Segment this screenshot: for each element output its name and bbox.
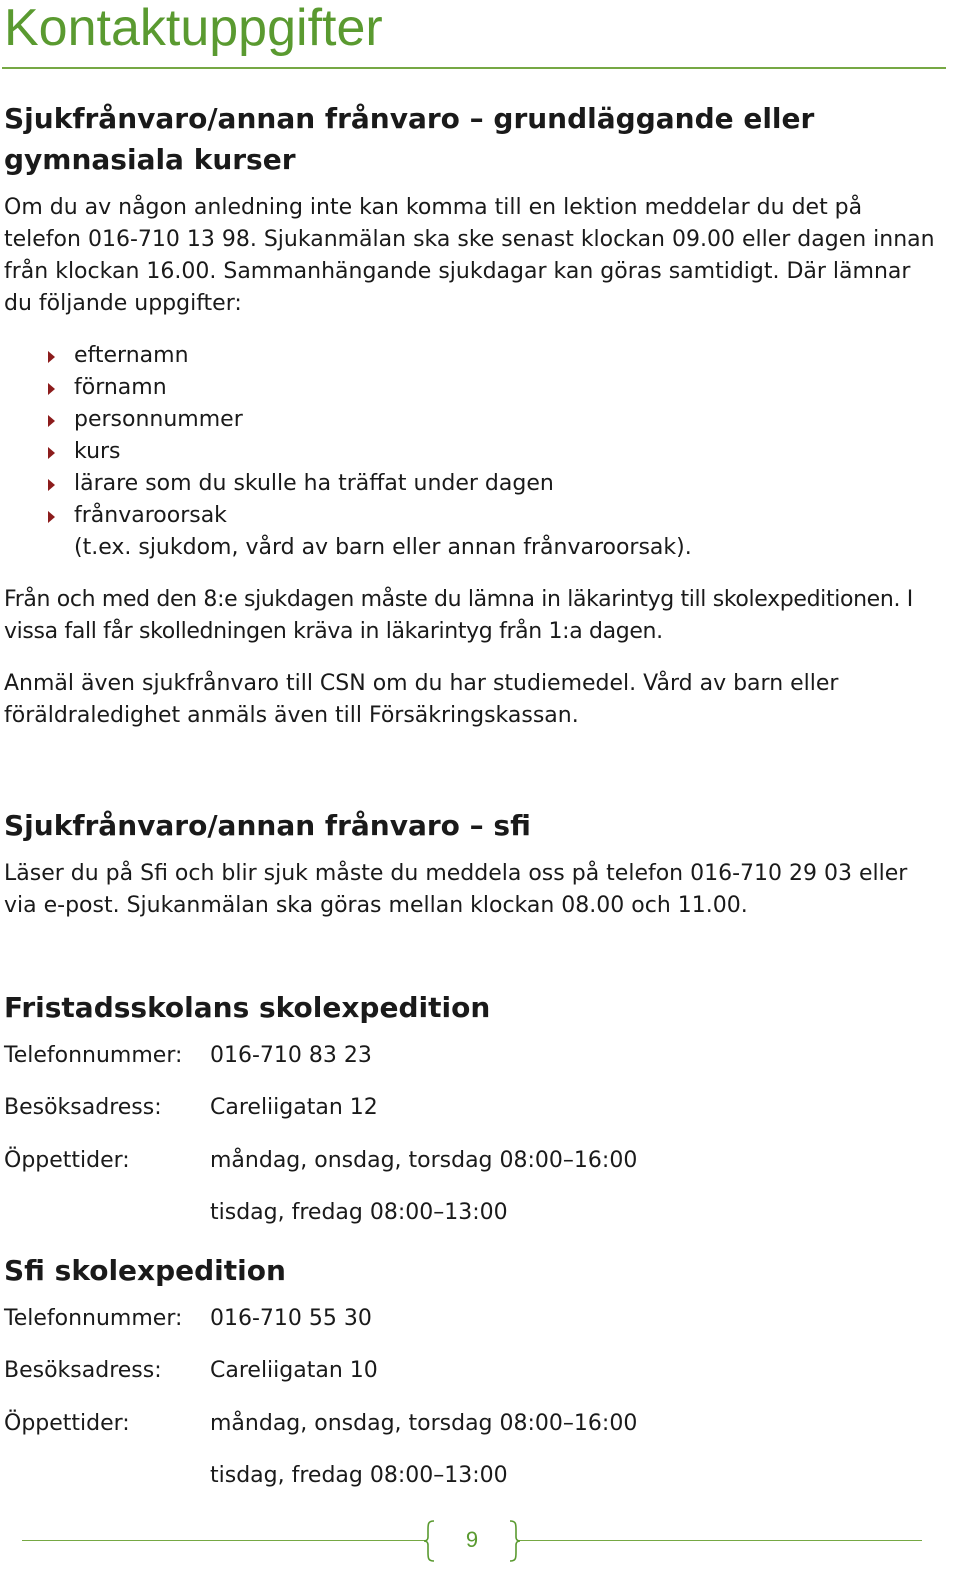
footer-divider-left [22,1540,426,1541]
section-intro [4,192,944,320]
list-item: personnummer [48,404,692,436]
address-value: Careliigatan 12 [210,1095,378,1120]
info-list [48,340,692,564]
csn-paragraph: Anmäl även sjukfrånvaro till CSN om du har studiemedel. Vård av barn eller föräldraledighet anmäls även till Försäkringskassan. [4,671,839,728]
title-divider [2,67,946,69]
triangle-bullet-icon [48,383,55,395]
section-heading: Fristadsskolans skolexpedition [4,991,491,1024]
section-para2 [4,584,944,648]
section-sfi-office [4,1250,944,1291]
list-item: kurs [48,436,692,468]
intro-paragraph: Om du av någon anledning inte kan komma till en lektion meddelar du det på telefon 016-710 13 98. Sjukanmälan ska ske senast klockan 09.00 eller dagen innan från klockan 16.00. Sammanhängande sjukdagar kan göras samtidigt. Där lämnar du följande uppgifter: [4,195,935,316]
sfi-paragraph: Läser du på Sfi och blir sjuk måste du meddela oss på telefon 016-710 29 03 eller via e-post. Sjukanmälan ska göras mellan klockan 08.00 och 11.00. [4,861,908,918]
phone-label: Telefonnummer: [4,1306,183,1331]
phone-value: 016-710 55 30 [210,1306,372,1331]
address-value: Careliigatan 10 [210,1358,378,1383]
section-heading: Sjukfrånvaro/annan frånvaro – sfi [4,809,531,842]
list-item: lärare som du skulle ha träffat under dagen [48,468,692,500]
hours-label: Öppettider: [4,1411,130,1436]
page-title: Kontaktuppgifter [4,0,383,57]
section-para3 [4,668,944,732]
section-absence-basic [4,98,944,180]
triangle-bullet-icon [48,415,55,427]
hours-value: tisdag, fredag 08:00–13:00 [210,1463,508,1488]
section-absence-sfi [4,805,944,846]
section-fristad-office [4,987,944,1028]
section-sfi-text [4,858,944,922]
hours-value: tisdag, fredag 08:00–13:00 [210,1200,508,1225]
triangle-bullet-icon [48,511,55,523]
hours-value: måndag, onsdag, torsdag 08:00–16:00 [210,1411,638,1436]
address-label: Besöksadress: [4,1095,162,1120]
page-number: 9 [465,1527,479,1552]
list-item: förnamn [48,372,692,404]
section-heading: Sjukfrånvaro/annan frånvaro – grundläggande eller gymnasiala kurser [4,102,815,176]
list-item: frånvaroorsak [48,500,692,532]
address-label: Besöksadress: [4,1358,162,1383]
triangle-bullet-icon [48,351,55,363]
right-brace-icon [506,1520,522,1562]
section-heading: Sfi skolexpedition [4,1254,286,1287]
triangle-bullet-icon [48,479,55,491]
footer-divider-right [518,1540,922,1541]
phone-label: Telefonnummer: [4,1043,183,1068]
list-item: efternamn [48,340,692,372]
triangle-bullet-icon [48,447,55,459]
phone-value: 016-710 83 23 [210,1043,372,1068]
list-item-continuation: (t.ex. sjukdom, vård av barn eller annan frånvaroorsak). [74,535,692,560]
medical-certificate-paragraph: Från och med den 8:e sjukdagen måste du lämna in läkarintyg till skolexpeditionen. I vissa fall får skolledningen kräva in läkarintyg från 1:a dagen. [4,587,913,644]
hours-value: måndag, onsdag, torsdag 08:00–16:00 [210,1148,638,1173]
hours-label: Öppettider: [4,1148,130,1173]
